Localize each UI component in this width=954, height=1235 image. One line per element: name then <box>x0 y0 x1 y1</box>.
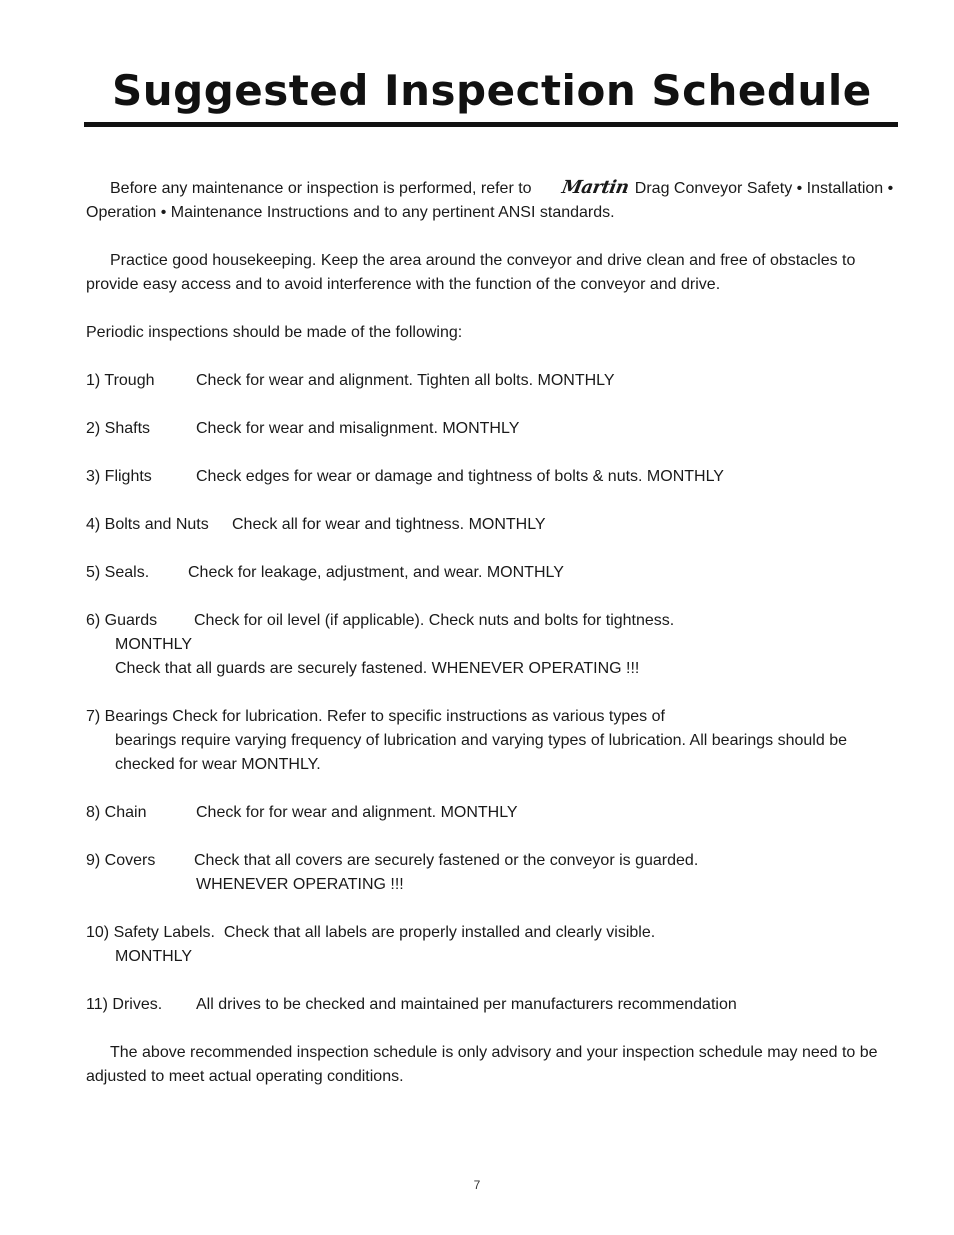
item-covers <box>86 849 898 873</box>
item-text: Check for lubrication. Refer to specific instructions as various types of <box>172 708 665 725</box>
intro-paragraph-2: Practice good housekeeping. Keep the area around the conveyor and drive clean and free of obstacles to provide easy access and to avoid interference with the function of the conveyor and drive. <box>86 252 856 293</box>
item-bearings-line-2: bearings require varying frequency of lubrication and varying types of lubrication. All bearings should be <box>115 732 847 749</box>
item-drives <box>86 993 898 1017</box>
item-label: 11) Drives. <box>86 996 163 1013</box>
document-body <box>86 176 898 1089</box>
item-safety-labels <box>86 921 898 945</box>
page-title: Suggested Inspection Schedule <box>112 66 872 115</box>
page-number: 7 <box>473 1178 481 1192</box>
item-text: Check for wear and alignment. Tighten all bolts. MONTHLY <box>196 372 615 389</box>
item-guards <box>86 609 898 633</box>
item-shafts <box>86 417 898 441</box>
item-seals <box>86 561 898 585</box>
item-text: All drives to be checked and maintained per manufacturers recommendation <box>196 996 737 1013</box>
item-guards-line-2: MONTHLY <box>115 636 193 653</box>
item-bearings-line-3: checked for wear MONTHLY. <box>115 756 321 773</box>
item-chain <box>86 801 898 825</box>
item-label: 8) Chain <box>86 804 147 821</box>
item-label: 3) Flights <box>86 468 152 485</box>
item-guards-line-3: Check that all guards are securely fastened. WHENEVER OPERATING !!! <box>115 660 640 677</box>
intro-paragraph-1 <box>86 176 898 225</box>
intro-paragraph-3: Periodic inspections should be made of the following: <box>86 324 463 341</box>
item-bolts-and-nuts <box>86 513 898 537</box>
item-text: Check for for wear and alignment. MONTHLY <box>196 804 518 821</box>
item-safety-labels-line-2: MONTHLY <box>115 948 193 965</box>
item-label: 4) Bolts and Nuts <box>86 516 209 533</box>
item-label: 2) Shafts <box>86 420 151 437</box>
martin-logo: Martin <box>560 177 631 198</box>
item-label: 9) Covers <box>86 852 156 869</box>
item-text: Check all for wear and tightness. MONTHLY <box>232 516 546 533</box>
title-rule <box>84 122 898 127</box>
item-flights <box>86 465 898 489</box>
intro-text-before-logo: Before any maintenance or inspection is performed, refer to <box>110 180 532 197</box>
item-label: 1) Trough <box>86 372 155 389</box>
intro-text-after-logo: Drag Conveyor Safety • Installation • Operation • Maintenance Instructions and to any pertinent ANSI standards. <box>86 180 894 221</box>
item-label: 6) Guards <box>86 612 158 629</box>
item-label: 5) Seals. <box>86 564 150 581</box>
item-covers-line-2: WHENEVER OPERATING !!! <box>196 876 404 893</box>
item-text: Check for leakage, adjustment, and wear. MONTHLY <box>188 564 564 581</box>
item-label: 7) Bearings <box>86 708 168 725</box>
item-text: Check for oil level (if applicable). Check nuts and bolts for tightness. <box>194 612 675 629</box>
item-trough <box>86 369 898 393</box>
item-text: Check that all labels are properly installed and clearly visible. <box>223 924 656 941</box>
item-bearings <box>86 705 898 729</box>
item-label: 10) Safety Labels. <box>86 924 215 941</box>
closing-paragraph: The above recommended inspection schedule is only advisory and your inspection schedule may need to be adjusted to meet actual operating conditions. <box>86 1044 878 1085</box>
item-text: Check edges for wear or damage and tightness of bolts & nuts. MONTHLY <box>196 468 724 485</box>
item-text: Check for wear and misalignment. MONTHLY <box>196 420 520 437</box>
item-text: Check that all covers are securely fastened or the conveyor is guarded. <box>194 852 699 869</box>
